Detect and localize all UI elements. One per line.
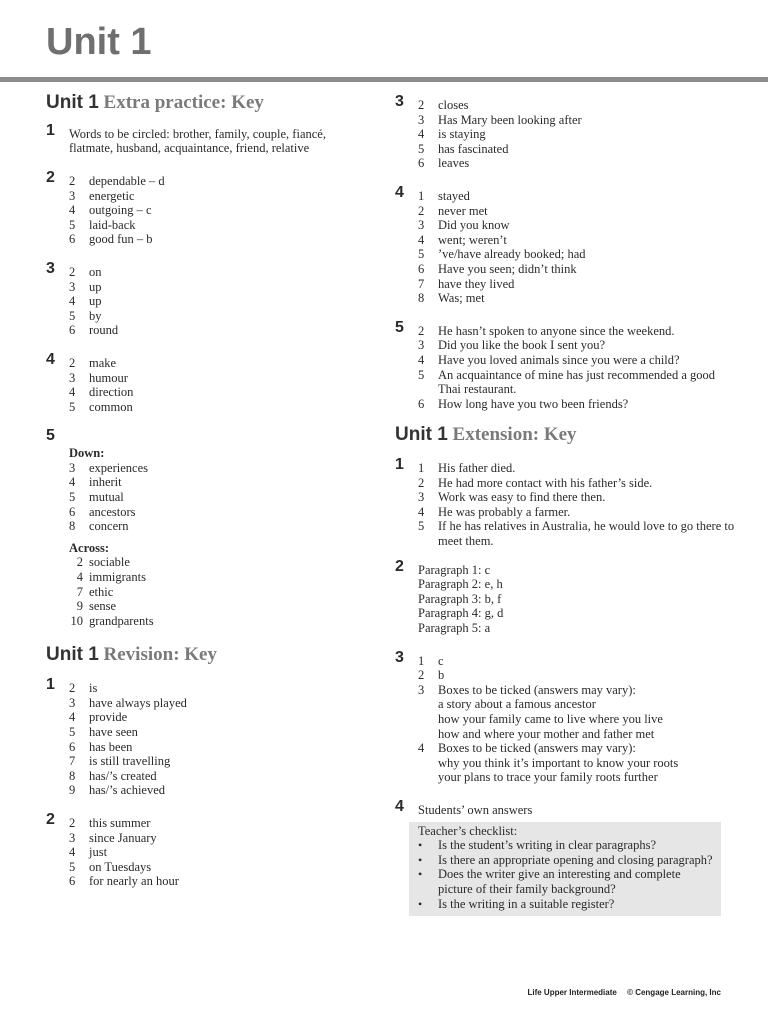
answer-item — [69, 599, 376, 614]
section-unit-label: Unit 1 — [46, 92, 99, 113]
answer-item — [418, 262, 735, 277]
item-number: 5 — [69, 399, 76, 414]
item-answer: An acquaintance of mine has just recommended a good Thai restaurant. — [438, 367, 715, 397]
item-answer: humour — [89, 370, 128, 385]
item-number: 3 — [69, 830, 76, 845]
item-answer: provide — [89, 710, 128, 725]
item-answer — [438, 741, 735, 785]
item-answer: stayed — [438, 188, 470, 203]
item-number: 2 — [418, 323, 425, 338]
item-number: 2 — [418, 475, 425, 490]
item-number: 5 — [69, 217, 76, 232]
answer-item — [69, 400, 376, 415]
answer-item — [69, 356, 376, 371]
item-answer: just — [89, 845, 108, 860]
item-number: 9 — [69, 783, 76, 798]
answer-item — [418, 461, 735, 476]
item-number: 5 — [418, 247, 425, 262]
answer-item — [418, 397, 735, 412]
item-answer: grandparents — [89, 613, 154, 628]
answer-item — [418, 324, 735, 339]
item-number: 4 — [418, 127, 425, 142]
checklist-item — [418, 838, 713, 853]
item-answer: c — [438, 653, 444, 668]
item-answer: closes — [438, 98, 469, 112]
item-number: 2 — [69, 681, 76, 696]
item-number: 5 — [69, 725, 76, 739]
answer-item — [69, 385, 376, 400]
answer-item — [69, 696, 376, 711]
item-answer: He was probably a farmer. — [438, 504, 571, 519]
answer-item — [418, 291, 735, 306]
checklist-text: Does the writer give an interesting and complete picture of their family background? — [438, 867, 681, 896]
extension-exercise-3 — [395, 648, 735, 785]
item-number: 6 — [418, 156, 425, 171]
item-number: 2 — [418, 668, 425, 683]
answer-item — [418, 247, 735, 262]
answer-item — [69, 555, 376, 570]
bullet-icon — [418, 897, 438, 912]
answer-item — [418, 741, 735, 785]
item-answer: since January — [89, 830, 157, 845]
item-answer-text: Boxes to be ticked (answers may vary): — [438, 741, 636, 756]
item-answer: have they lived — [438, 276, 515, 291]
item-number: 4 — [418, 352, 425, 367]
answer-item — [418, 233, 735, 248]
item-answer — [438, 683, 735, 741]
exercise-number: 2 — [46, 810, 55, 828]
item-number: 5 — [418, 367, 425, 382]
item-answer: is — [89, 681, 98, 696]
item-answer: went; weren’t — [438, 232, 507, 247]
item-answer: Was; met — [438, 291, 485, 306]
revision-exercise-2 — [46, 810, 376, 889]
answer-item — [418, 353, 735, 368]
item-answer: never met — [438, 203, 488, 218]
answer-item — [69, 681, 376, 696]
answer-item — [69, 740, 376, 755]
item-number: 4 — [69, 203, 76, 218]
down-label: Down: — [69, 446, 105, 461]
item-number: 1 — [418, 461, 425, 476]
item-answer: good fun – b — [89, 232, 153, 247]
page-title: Unit 1 — [46, 21, 152, 63]
title-rule — [0, 77, 768, 82]
item-number: 5 — [69, 490, 76, 505]
answer-item — [69, 218, 376, 233]
item-number: 4 — [69, 385, 76, 400]
item-number: 3 — [418, 218, 425, 233]
item-answer: common — [89, 399, 133, 414]
item-answer: If he has relatives in Australia, he would love to go there to meet them. — [438, 519, 735, 549]
extra-exercise-3 — [46, 259, 376, 338]
revision-exercise-5 — [395, 318, 735, 412]
answer-item — [69, 323, 376, 338]
item-answer: by — [89, 308, 102, 323]
extra-exercise-2 — [46, 168, 376, 247]
exercise-number: 4 — [46, 350, 55, 368]
answer-item — [418, 204, 735, 219]
answer-item — [418, 338, 735, 353]
answer-item — [418, 127, 735, 142]
item-answer: b — [438, 668, 445, 683]
answer-item — [418, 683, 735, 741]
checklist-item — [418, 897, 713, 912]
answer-line: flatmate, husband, acquaintance, friend, relative — [69, 141, 310, 156]
item-answer: mutual — [89, 490, 124, 505]
item-number: 8 — [69, 519, 76, 534]
item-number: 6 — [69, 323, 76, 338]
item-number: 6 — [69, 232, 76, 247]
item-number: 1 — [418, 188, 425, 203]
item-number: 1 — [418, 653, 425, 668]
item-answer: have always played — [89, 695, 187, 710]
item-answer: is staying — [438, 127, 486, 142]
item-answer: leaves — [438, 156, 470, 171]
item-number: 4 — [69, 845, 76, 860]
answer-item — [69, 816, 376, 831]
item-number: 4 — [418, 741, 425, 756]
item-number: 7 — [76, 584, 83, 599]
item-sub-answer: how and where your mother and father met — [438, 726, 655, 741]
item-number: 3 — [69, 460, 76, 475]
answer-item — [69, 845, 376, 860]
exercise-number: 5 — [395, 318, 404, 336]
item-answer: sociable — [89, 555, 130, 570]
exercise-number: 4 — [395, 183, 404, 201]
answer-line: Paragraph 3: b, f — [418, 591, 502, 606]
answer-item — [69, 725, 376, 740]
answer-item — [69, 265, 376, 280]
exercise-number: 3 — [395, 648, 404, 666]
answer-item — [69, 475, 376, 490]
item-sub-answer: why you think it’s important to know your roots — [438, 755, 679, 770]
answer-item — [69, 280, 376, 295]
answer-item — [69, 461, 376, 476]
page-footer — [527, 988, 721, 997]
answer-line: Paragraph 4: g, d — [418, 606, 504, 621]
answer-item — [418, 142, 735, 157]
answer-item — [69, 754, 376, 769]
answer-item — [69, 585, 376, 600]
answer-item — [69, 519, 376, 534]
item-answer: Have you loved animals since you were a child? — [438, 352, 680, 367]
item-number: 6 — [69, 504, 76, 519]
answer-line: Words to be circled: brother, family, couple, fiancé, — [69, 126, 326, 141]
item-answer: for nearly an hour — [89, 874, 179, 889]
answer-line: Students’ own answers — [418, 802, 533, 817]
item-answer: energetic — [89, 188, 135, 203]
bullet-icon — [418, 867, 438, 896]
section-unit-label: Unit 1 — [395, 424, 448, 446]
revision-heading — [46, 644, 376, 667]
item-number: 3 — [418, 682, 425, 697]
answer-item — [69, 614, 376, 629]
answer-item — [418, 277, 735, 292]
checklist-item — [418, 867, 713, 896]
item-number: 4 — [418, 504, 425, 519]
answer-item — [69, 831, 376, 846]
answer-item — [418, 654, 735, 669]
answer-item — [418, 368, 735, 397]
extension-exercise-2 — [395, 557, 735, 636]
item-answer: concern — [89, 519, 129, 534]
extra-exercise-1 — [46, 121, 376, 156]
exercise-number: 1 — [395, 456, 404, 474]
extension-heading — [395, 424, 735, 447]
item-answer: has fascinated — [438, 141, 509, 156]
exercise-number: 2 — [395, 557, 404, 575]
item-sub-answer: your plans to trace your family roots further — [438, 770, 658, 785]
exercise-number: 4 — [395, 797, 404, 815]
answer-item — [69, 860, 376, 875]
bullet-icon — [418, 838, 438, 853]
section-title: Extension: Key — [452, 424, 577, 446]
item-number: 2 — [69, 815, 76, 830]
answer-item — [69, 874, 376, 889]
item-number: 3 — [418, 338, 425, 353]
answer-item — [69, 710, 376, 725]
section-title: Revision: Key — [103, 644, 217, 666]
item-answer: is still travelling — [89, 754, 171, 769]
item-number: 2 — [69, 355, 76, 370]
answer-item — [69, 490, 376, 505]
item-answer: Work was easy to find there then. — [438, 490, 606, 505]
item-sub-answer: how your family came to live where you live — [438, 711, 663, 726]
item-number: 7 — [69, 754, 76, 769]
checklist-title: Teacher’s checklist: — [418, 823, 518, 838]
item-number: 3 — [69, 695, 76, 710]
answer-item — [418, 505, 735, 520]
answer-item — [418, 519, 735, 548]
item-answer: Has Mary been looking after — [438, 112, 582, 127]
exercise-number: 1 — [46, 676, 55, 694]
item-number: 2 — [69, 173, 76, 188]
item-answer: inherit — [89, 475, 122, 490]
answer-item — [418, 490, 735, 505]
item-answer: outgoing – c — [89, 203, 152, 218]
answer-item — [418, 668, 735, 683]
item-answer: this summer — [89, 815, 151, 830]
item-number: 10 — [70, 613, 83, 628]
item-number: 2 — [418, 203, 425, 218]
answer-item — [69, 769, 376, 784]
item-answer: up — [89, 294, 102, 309]
item-answer: has been — [89, 739, 133, 754]
revision-exercise-3 — [395, 93, 735, 171]
item-answer: dependable – d — [89, 173, 165, 188]
answer-item — [69, 174, 376, 189]
item-answer: He had more contact with his father’s side. — [438, 475, 653, 490]
item-answer: How long have you two been friends? — [438, 396, 629, 411]
answer-item — [69, 232, 376, 247]
item-answer: round — [89, 323, 119, 338]
item-number: 9 — [76, 599, 83, 614]
checklist-text: Is the writing in a suitable register? — [438, 896, 615, 911]
item-number: 8 — [418, 291, 425, 306]
item-number: 6 — [69, 874, 76, 889]
bullet-icon — [418, 853, 438, 868]
answer-line: Paragraph 2: e, h — [418, 577, 503, 592]
answer-line: Paragraph 1: c — [418, 562, 491, 577]
answer-item — [69, 189, 376, 204]
extension-exercise-1 — [395, 456, 735, 549]
section-title: Extra practice: Key — [103, 92, 264, 113]
item-number: 2 — [418, 98, 425, 112]
exercise-number: 2 — [46, 168, 55, 186]
extension-exercise-4 — [395, 797, 735, 818]
answer-item — [418, 156, 735, 171]
across-label: Across: — [69, 540, 110, 555]
item-number: 4 — [76, 570, 83, 585]
answer-item — [418, 218, 735, 233]
answer-item — [69, 294, 376, 309]
item-answer: direction — [89, 385, 134, 400]
item-number: 3 — [69, 188, 76, 203]
item-answer: Did you know — [438, 218, 510, 233]
item-answer: on — [89, 264, 102, 279]
item-number: 2 — [69, 264, 76, 279]
item-number: 4 — [418, 232, 425, 247]
exercise-number: 3 — [46, 259, 55, 277]
right-column — [395, 92, 735, 916]
item-answer: laid-back — [89, 217, 136, 232]
item-number: 3 — [418, 112, 425, 127]
item-answer: His father died. — [438, 461, 516, 476]
left-column — [46, 92, 376, 889]
item-number: 5 — [418, 141, 425, 156]
checklist-text: Is there an appropriate opening and closing paragraph? — [438, 852, 713, 867]
item-number: 6 — [69, 739, 76, 754]
extra-practice-heading — [46, 92, 376, 115]
answer-item — [69, 309, 376, 324]
revision-exercise-1 — [46, 676, 376, 798]
item-number: 4 — [69, 475, 76, 490]
item-answer: He hasn’t spoken to anyone since the weekend. — [438, 323, 675, 338]
answer-line: Paragraph 5: a — [418, 621, 491, 636]
item-number: 7 — [418, 276, 425, 291]
item-answer: sense — [89, 599, 117, 614]
item-number: 5 — [418, 519, 425, 534]
footer-book-title: Life Upper Intermediate — [527, 988, 617, 997]
item-number: 3 — [418, 490, 425, 505]
item-answer: has/’s achieved — [89, 783, 166, 798]
item-answer: on Tuesdays — [89, 859, 152, 874]
exercise-number: 3 — [395, 93, 404, 110]
item-number: 3 — [69, 279, 76, 294]
item-number: 6 — [418, 261, 425, 276]
item-answer: make — [89, 355, 117, 370]
item-answer: ethic — [89, 584, 114, 599]
item-answer: immigrants — [89, 570, 146, 585]
item-answer: ancestors — [89, 504, 136, 519]
answer-item — [69, 505, 376, 520]
item-number: 4 — [69, 710, 76, 725]
item-answer: up — [89, 279, 102, 294]
answer-item — [418, 113, 735, 128]
item-number: 5 — [69, 859, 76, 874]
answer-item — [69, 570, 376, 585]
item-answer-text: Boxes to be ticked (answers may vary): — [438, 682, 636, 697]
answer-item — [69, 203, 376, 218]
revision-exercise-4 — [395, 183, 735, 306]
answer-item — [418, 189, 735, 204]
item-sub-answer: a story about a famous ancestor — [438, 697, 596, 712]
answer-item — [418, 476, 735, 491]
exercise-number: 1 — [46, 121, 55, 139]
teachers-checklist-box — [409, 822, 721, 917]
answer-item — [69, 371, 376, 386]
checklist-text: Is the student’s writing in clear paragraphs? — [438, 838, 656, 853]
extra-exercise-4 — [46, 350, 376, 414]
item-number: 6 — [418, 396, 425, 411]
item-number: 3 — [69, 370, 76, 385]
item-number: 2 — [76, 555, 83, 570]
item-number: 5 — [69, 308, 76, 323]
footer-copyright: © Cengage Learning, Inc — [627, 988, 721, 997]
item-answer: Have you seen; didn’t think — [438, 261, 577, 276]
answer-item — [418, 98, 735, 113]
checklist-item — [418, 853, 713, 868]
item-answer: have seen — [89, 725, 138, 739]
item-answer: experiences — [89, 460, 148, 475]
item-answer: Did you like the book I sent you? — [438, 338, 605, 353]
item-answer: ’ve/have already booked; had — [438, 247, 586, 262]
exercise-number: 5 — [46, 427, 55, 445]
item-number: 4 — [69, 294, 76, 309]
item-number: 8 — [69, 768, 76, 783]
answer-item — [69, 783, 376, 798]
item-answer: has/’s created — [89, 768, 157, 783]
section-unit-label: Unit 1 — [46, 644, 99, 666]
extra-exercise-5 — [46, 427, 376, 628]
